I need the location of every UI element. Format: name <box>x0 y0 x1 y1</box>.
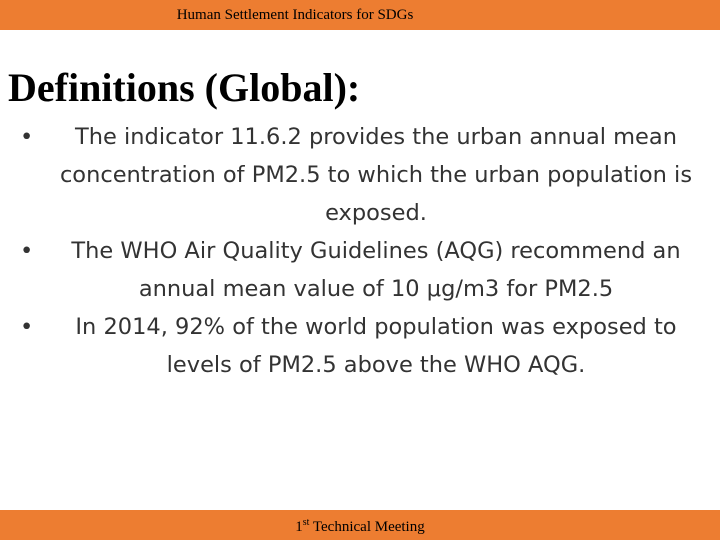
bullet-icon: • <box>20 124 34 150</box>
slide-heading: Definitions (Global): <box>8 65 361 110</box>
bullet-item <box>20 308 710 384</box>
bullet-list <box>20 118 710 384</box>
header-bar <box>0 0 720 30</box>
bullet-text: The WHO Air Quality Guidelines (AQG) recommend an annual mean value of 10 μg/m3 for PM2.5 <box>71 238 681 302</box>
bullet-icon: • <box>20 238 34 264</box>
bullet-icon: • <box>20 314 34 340</box>
header-title: Human Settlement Indicators for SDGs <box>176 7 414 23</box>
footer-ordinal-suffix: st <box>302 517 310 528</box>
bullet-item <box>20 118 710 232</box>
footer-bar <box>0 510 720 540</box>
bullet-text: The indicator 11.6.2 provides the urban annual mean concentration of PM2.5 to which the urban population is exposed. <box>59 124 693 226</box>
bullet-item <box>20 232 710 308</box>
footer-title <box>0 517 720 536</box>
bullet-text: In 2014, 92% of the world population was exposed to levels of PM2.5 above the WHO AQG. <box>75 314 677 378</box>
footer-ordinal: 1 <box>295 519 303 535</box>
footer-label: Technical Meeting <box>309 519 425 535</box>
